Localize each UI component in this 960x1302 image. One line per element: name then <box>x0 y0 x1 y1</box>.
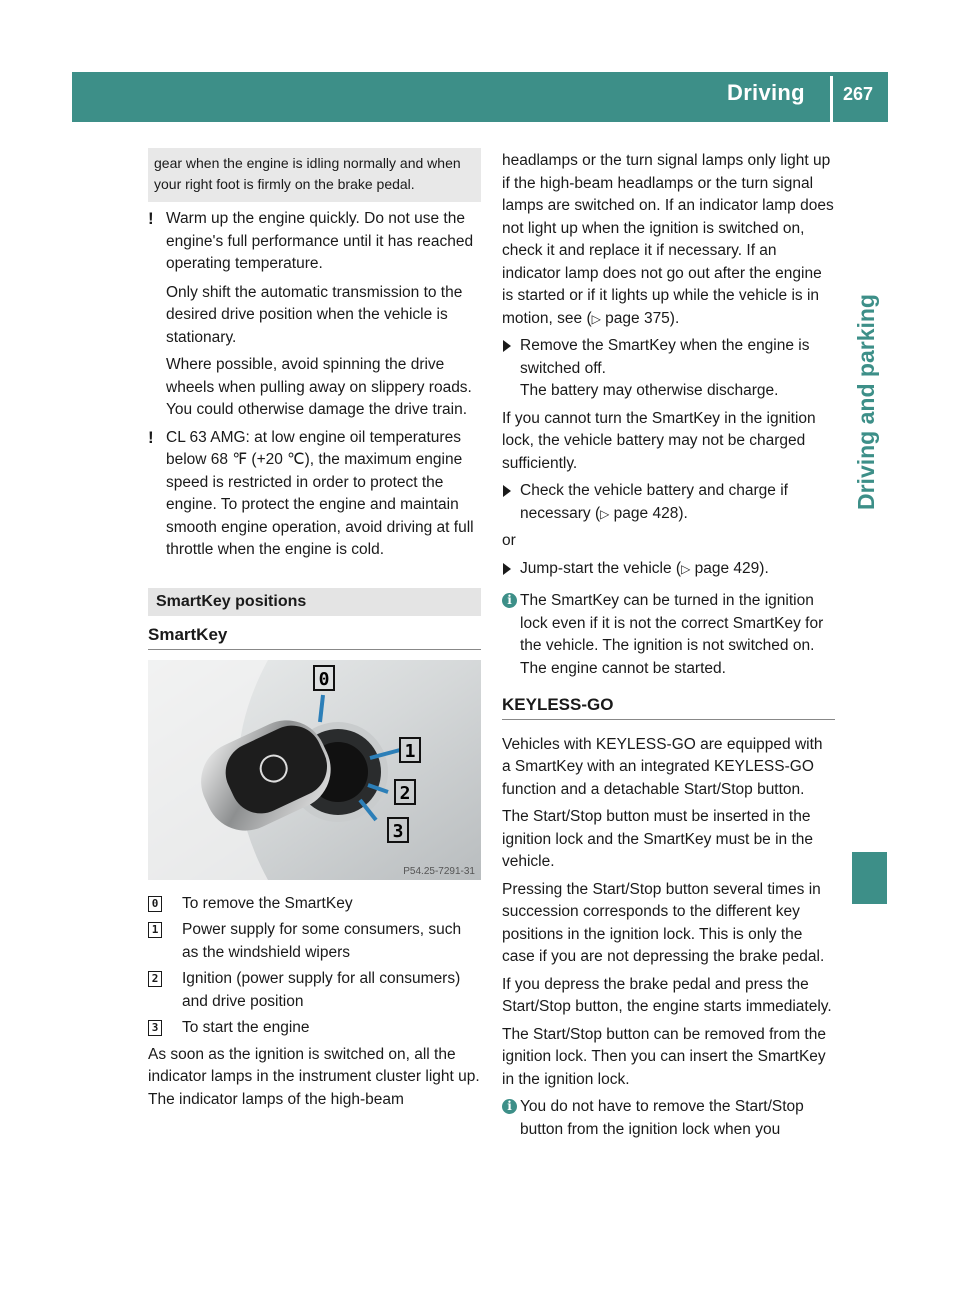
legend-item <box>148 893 481 916</box>
warning-para: Where possible, avoid spinning the drive wheels when pulling away on slippery roads. You could otherwise damage the drive train. <box>166 356 472 418</box>
body-paragraph: or <box>502 532 516 549</box>
legend-item <box>148 1017 481 1040</box>
step-subtext: The battery may otherwise discharge. <box>520 382 779 399</box>
page-ref-arrow-icon: ▷ <box>681 561 691 576</box>
legend-text: Power supply for some consumers, such as the windshield wipers <box>182 921 462 961</box>
step-arrow-icon <box>503 340 511 352</box>
legend-text: To remove the SmartKey <box>182 894 353 912</box>
svg-text:1: 1 <box>404 740 416 762</box>
legend-text: To start the engine <box>182 1019 310 1036</box>
body-paragraph: The Start/Stop button can be removed from the ignition lock. Then you can insert the SmartKey in the ignition lock. <box>502 1025 826 1088</box>
warning-icon: ! <box>148 427 154 447</box>
warning-text: CL 63 AMG: at low engine oil temperatures below 68 ℉ (+20 ℃), the maximum engine speed is restricted in order to protect the engine. To protect the engine and maintain smooth engine operation, avoid driving at full throttle when the engine is cold. <box>166 428 474 558</box>
step-text: Check the vehicle battery and charge if necessary ( <box>520 482 788 522</box>
step-text: Remove the SmartKey when the engine is switched off. <box>520 337 810 377</box>
chapter-label: Driving and parking <box>853 294 879 510</box>
body-paragraph: If you depress the brake pedal and press the Start/Stop button, the engine starts immediately. <box>502 975 832 1015</box>
subheading: KEYLESS-GO <box>502 694 835 720</box>
info-note <box>502 590 835 680</box>
legend-item <box>148 968 481 1013</box>
section-heading: SmartKey positions <box>148 588 481 617</box>
instruction-step <box>502 480 835 525</box>
warning-text: Warm up the engine quickly. Do not use the engine's full performance until it has reached operating temperature. <box>166 210 474 272</box>
legend-item <box>148 919 481 964</box>
info-icon: i <box>502 1099 517 1114</box>
page-number: 267 <box>843 84 874 104</box>
left-column <box>148 150 481 1116</box>
page-reference-link[interactable]: page 428). <box>613 504 688 522</box>
warning-icon: ! <box>148 209 154 228</box>
step-arrow-icon <box>503 485 511 497</box>
page-reference-link[interactable]: page 375). <box>605 309 680 327</box>
warning-para: Only shift the automatic transmission to the desired drive position when the vehicle is stationary. <box>166 283 463 346</box>
instruction-step <box>502 335 835 403</box>
body-paragraph: headlamps or the turn signal lamps only light up if the high-beam headlamps or the turn signal lamps are switched on. If an indicator lamp does not light up when the ignition is switched on, check it and replace it if necessary. If an indicator lamp does not go out after the engine is started or if it lights up while the vehicle is in motion, see (▷ page 375). <box>502 152 834 327</box>
grey-note-box: gear when the engine is idling normally and when your right foot is firmly on the brake pedal. <box>148 148 481 202</box>
page-ref-arrow-icon: ▷ <box>591 311 601 326</box>
step-text: Jump-start the vehicle ( <box>520 559 682 577</box>
page-reference-link[interactable]: page 429). <box>694 559 769 577</box>
body-paragraph: Vehicles with KEYLESS-GO are equipped with a SmartKey with an integrated KEYLESS-GO function and a detachable Start/Stop button. <box>502 735 823 798</box>
svg-text:0: 0 <box>318 668 330 690</box>
info-text: You do not have to remove the Start/Stop button from the ignition lock when you <box>520 1098 804 1138</box>
warning-note <box>148 208 481 276</box>
chapter-tab <box>852 852 887 904</box>
body-paragraph: The Start/Stop button must be inserted in the ignition lock and the SmartKey must be in the vehicle. <box>502 808 814 870</box>
key-position-badge: 0 <box>148 896 162 912</box>
body-paragraph: Pressing the Start/Stop button several times in succession corresponds to the different key positions in the ignition lock. This is only the case if you are not depressing the brake pedal. <box>502 880 825 965</box>
key-position-badge: 2 <box>148 971 162 987</box>
smartkey-illustration <box>148 660 481 880</box>
body-paragraph: If you cannot turn the SmartKey in the ignition lock, the vehicle battery may not be charged sufficiently. <box>502 409 816 472</box>
warning-note <box>148 427 481 562</box>
body-paragraph: As soon as the ignition is switched on, all the indicator lamps in the instrument cluster light up. The indicator lamps of the high-beam <box>148 1045 480 1108</box>
step-arrow-icon <box>503 563 511 575</box>
header-divider <box>830 76 833 122</box>
right-column <box>502 150 835 1147</box>
svg-text:2: 2 <box>399 782 411 804</box>
key-position-badge: 3 <box>148 1020 162 1036</box>
page-title: Driving <box>727 80 805 105</box>
legend-text: Ignition (power supply for all consumers) and drive position <box>182 970 461 1010</box>
info-icon: i <box>502 593 517 608</box>
page-ref-arrow-icon: ▷ <box>600 506 610 521</box>
smartkey-figure <box>148 660 481 880</box>
info-text: The SmartKey can be turned in the ignition lock even if it is not the correct SmartKey for the vehicle. The ignition is not switched on. The engine cannot be started. <box>520 592 824 677</box>
info-note <box>502 1096 835 1141</box>
key-position-badge: 1 <box>148 922 162 938</box>
figure-code: P54.25-7291-31 <box>403 865 475 877</box>
subheading: SmartKey <box>148 624 481 650</box>
instruction-step <box>502 558 835 581</box>
svg-text:3: 3 <box>392 820 404 842</box>
